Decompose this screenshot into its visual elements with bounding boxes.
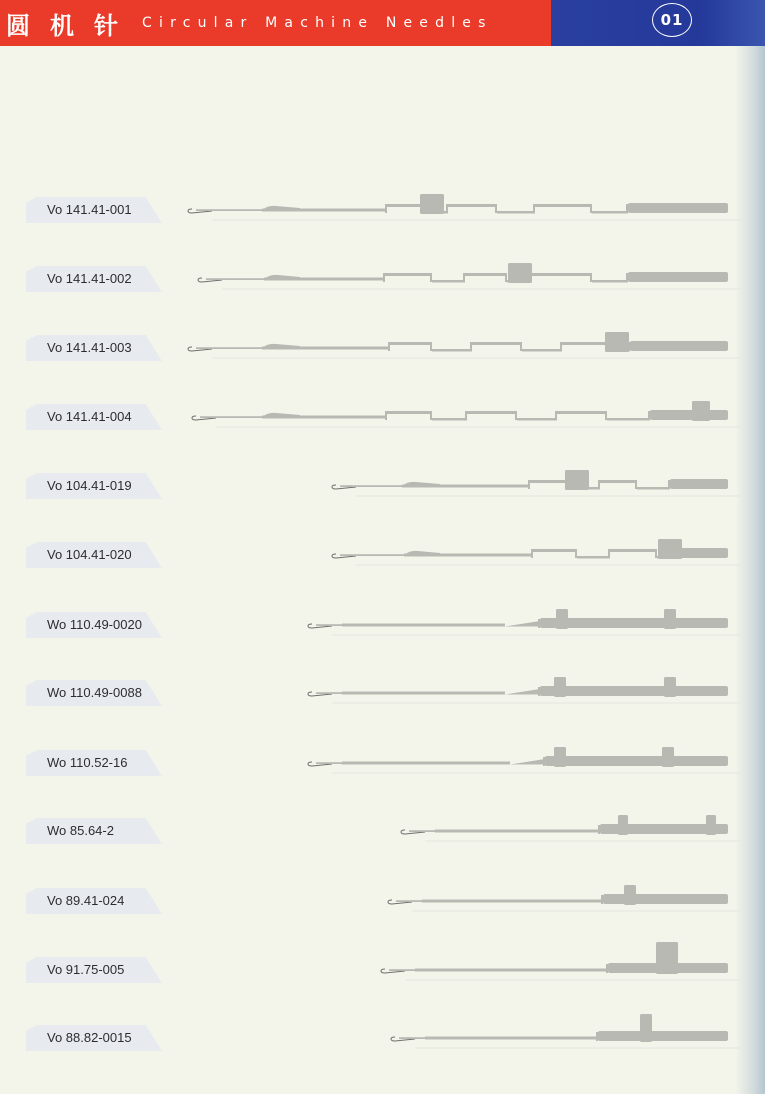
needle-profile-icon — [0, 940, 765, 1000]
needle-profile-icon — [0, 249, 765, 309]
needle-latch — [404, 551, 440, 555]
needle-low-segment — [432, 349, 472, 352]
needle-butt — [554, 747, 566, 767]
needle-row — [0, 249, 765, 309]
needle-step-edge — [385, 411, 387, 420]
needle-latch — [262, 344, 300, 348]
needle-step-edge — [531, 549, 533, 558]
needle-step-edge — [668, 480, 670, 489]
needle-step-edge — [605, 411, 607, 420]
needle-step-edge — [430, 411, 432, 420]
needle-tail — [540, 618, 728, 628]
needle-low-segment — [637, 487, 670, 490]
needle-code-label: Wo 110.52-16 — [47, 755, 128, 770]
needle-row — [0, 801, 765, 861]
needle-row — [0, 387, 765, 447]
needle-tail — [628, 272, 728, 282]
needle-code-label: Vo 88.82-0015 — [47, 1030, 132, 1045]
needle-low-segment — [592, 211, 628, 214]
needle-latch — [264, 275, 300, 279]
page-number-badge: 01 — [652, 3, 692, 37]
needle-code-label: Vo 141.41-004 — [47, 409, 132, 424]
needle-step-edge — [520, 342, 522, 351]
needle-high-segment — [533, 549, 575, 552]
needle-tail — [540, 686, 728, 696]
needle-step-edge — [388, 342, 390, 351]
needle-step-edge — [598, 825, 600, 834]
needle-step-edge — [608, 549, 610, 558]
needle-tail — [630, 341, 728, 351]
needle-step-edge — [385, 204, 387, 213]
needle-code-label: Vo 141.41-003 — [47, 340, 132, 355]
needle-butt — [706, 815, 716, 835]
needle-butt — [508, 263, 532, 283]
needle-row — [0, 940, 765, 1000]
needle-butt — [554, 677, 566, 697]
needle-row — [0, 456, 765, 516]
needle-tail — [598, 1031, 728, 1041]
needle-low-segment — [592, 280, 628, 283]
needle-profile-icon — [0, 801, 765, 861]
needle-low-segment — [432, 280, 465, 283]
needle-low-segment — [607, 418, 650, 421]
needle-high-segment — [390, 342, 430, 345]
needle-step-edge — [626, 204, 628, 213]
title-english: Circular Machine Needles — [142, 15, 493, 31]
needle-step-edge — [560, 342, 562, 351]
needle-step-edge — [538, 619, 540, 628]
needle-row — [0, 1008, 765, 1068]
needle-code-label: Vo 141.41-001 — [47, 202, 132, 217]
needle-profile-icon — [0, 318, 765, 378]
needle-butt — [565, 470, 589, 490]
needle-latch — [402, 482, 440, 486]
needle-butt — [664, 677, 676, 697]
needle-butt — [656, 942, 678, 974]
needle-row — [0, 318, 765, 378]
needle-code-label: Vo 104.41-020 — [47, 547, 132, 562]
needle-step-edge — [515, 411, 517, 420]
needle-high-segment — [557, 411, 605, 414]
needle-ramp — [505, 621, 540, 627]
needle-step-edge — [470, 342, 472, 351]
needle-butt — [640, 1014, 652, 1042]
needle-shaft — [342, 624, 505, 627]
needle-row — [0, 871, 765, 931]
needle-row — [0, 733, 765, 793]
needle-code-label: Vo 104.41-019 — [47, 478, 132, 493]
needle-step-edge — [598, 480, 600, 489]
needle-tail — [680, 548, 728, 558]
needle-high-segment — [610, 549, 655, 552]
page-header — [0, 0, 765, 46]
needle-butt — [658, 539, 682, 559]
needle-step-edge — [528, 480, 530, 489]
needle-step-edge — [463, 273, 465, 282]
needle-step-edge — [383, 273, 385, 282]
needle-tail — [650, 410, 728, 420]
needle-shaft — [342, 762, 510, 765]
needle-step-edge — [430, 273, 432, 282]
needle-step-edge — [635, 480, 637, 489]
needle-butt — [556, 609, 568, 629]
needle-step-edge — [538, 687, 540, 696]
needle-high-segment — [387, 204, 420, 207]
needle-step-edge — [601, 895, 603, 904]
needle-step-edge — [590, 204, 592, 213]
needle-ramp — [510, 759, 545, 765]
needle-high-segment — [472, 342, 520, 345]
needle-profile-icon — [0, 1008, 765, 1068]
needle-code-label: Wo 110.49-0088 — [47, 685, 142, 700]
needle-profile-icon — [0, 871, 765, 931]
needle-butt — [605, 332, 629, 352]
needle-row — [0, 525, 765, 585]
needle-high-segment — [385, 273, 430, 276]
needle-row — [0, 180, 765, 240]
needle-row — [0, 595, 765, 655]
needle-high-segment — [562, 342, 605, 345]
needle-step-edge — [465, 411, 467, 420]
needle-shaft — [415, 969, 608, 972]
needle-code-label: Vo 89.41-024 — [47, 893, 125, 908]
needle-step-edge — [505, 273, 507, 282]
needle-high-segment — [528, 273, 590, 276]
needle-tail — [670, 479, 728, 489]
needle-butt — [618, 815, 628, 835]
needle-step-edge — [655, 549, 657, 558]
needle-step-edge — [555, 411, 557, 420]
needle-step-edge — [626, 273, 628, 282]
needle-step-edge — [430, 342, 432, 351]
needle-low-segment — [522, 349, 562, 352]
needle-high-segment — [465, 273, 505, 276]
needle-butt — [664, 609, 676, 629]
needle-high-segment — [530, 480, 565, 483]
needle-tail — [603, 894, 728, 904]
needle-step-edge — [575, 549, 577, 558]
needle-profile-icon — [0, 663, 765, 723]
needle-step-edge — [543, 757, 545, 766]
title-chinese: 圆机针 — [6, 11, 138, 40]
needle-row — [0, 663, 765, 723]
needle-latch — [262, 206, 300, 210]
needle-profile-icon — [0, 525, 765, 585]
needle-low-segment — [517, 418, 557, 421]
needle-tail — [628, 203, 728, 213]
needle-tail — [545, 756, 728, 766]
needle-high-segment — [387, 411, 430, 414]
needle-code-label: Wo 110.49-0020 — [47, 617, 142, 632]
needle-high-segment — [448, 204, 495, 207]
needle-step-edge — [606, 964, 608, 973]
needle-profile-icon — [0, 733, 765, 793]
needle-butt — [692, 401, 710, 421]
needle-low-segment — [432, 418, 467, 421]
needle-profile-icon — [0, 456, 765, 516]
needle-code-label: Vo 141.41-002 — [47, 271, 132, 286]
needle-shaft — [425, 1037, 598, 1040]
needle-step-edge — [533, 204, 535, 213]
needle-high-segment — [600, 480, 635, 483]
needle-step-edge — [495, 204, 497, 213]
needle-latch — [262, 413, 300, 417]
needle-profile-icon — [0, 387, 765, 447]
needle-profile-icon — [0, 180, 765, 240]
needle-shaft — [435, 830, 600, 833]
needle-ramp — [505, 689, 540, 695]
header-title-bar — [0, 0, 551, 46]
needle-step-edge — [648, 411, 650, 420]
needle-profile-icon — [0, 595, 765, 655]
needle-shaft — [342, 692, 505, 695]
needle-low-segment — [497, 211, 535, 214]
needle-butt — [662, 747, 674, 767]
needle-butt — [420, 194, 444, 214]
needle-step-edge — [446, 204, 448, 213]
needle-step-edge — [590, 273, 592, 282]
needle-low-segment — [577, 556, 610, 559]
needle-code-label: Wo 85.64-2 — [47, 823, 114, 838]
needle-butt — [624, 885, 636, 905]
needle-step-edge — [596, 1032, 598, 1041]
needle-high-segment — [535, 204, 590, 207]
needle-shaft — [422, 900, 603, 903]
needle-code-label: Vo 91.75-005 — [47, 962, 125, 977]
needle-high-segment — [467, 411, 515, 414]
